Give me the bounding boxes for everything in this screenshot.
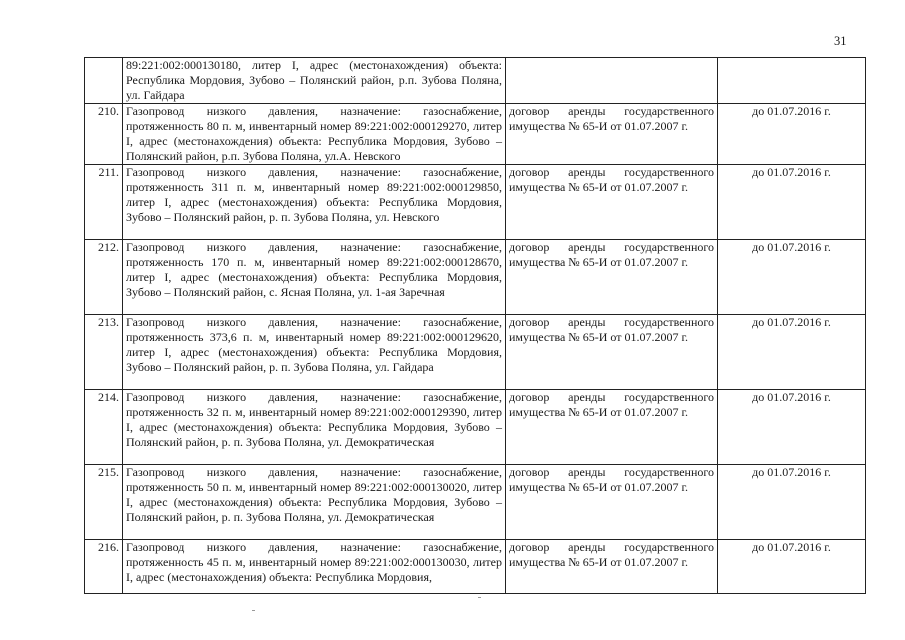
lease-term	[718, 58, 866, 104]
table-row	[85, 540, 866, 594]
object-description: Газопровод низкого давления, назначение: газоснабжение, протяженность 170 п. м, инвентарный номер 89:221:002:000128670, литер I, адрес (местонахождения) объекта: Республика Мордовия, Зубово – Полянский район, с. Ясная Поляна, ул. 1-ая Заречная	[123, 240, 506, 315]
row-number: 215.	[85, 465, 123, 540]
lease-document: договор аренды государственного имущества № 65-И от 01.07.2007 г.	[506, 390, 718, 465]
lease-term: до 01.07.2016 г.	[718, 465, 866, 540]
object-description: Газопровод низкого давления, назначение: газоснабжение, протяженность 311 п. м, инвентарный номер 89:221:002:000129850, литер I, адрес (местонахождения) объекта: Республика Мордовия, Зубово – Полянский район, р. п. Зубова Поляна, ул. Невского	[123, 165, 506, 240]
row-number: 211.	[85, 165, 123, 240]
lease-document: договор аренды государственного имущества № 65-И от 01.07.2007 г.	[506, 165, 718, 240]
lease-document: договор аренды государственного имущества № 65-И от 01.07.2007 г.	[506, 315, 718, 390]
property-registry-table	[84, 57, 866, 594]
row-number	[85, 58, 123, 104]
table-row	[85, 390, 866, 465]
row-number: 214.	[85, 390, 123, 465]
lease-term: до 01.07.2016 г.	[718, 104, 866, 165]
lease-document: договор аренды государственного имущества № 65-И от 01.07.2007 г.	[506, 465, 718, 540]
table-row	[85, 165, 866, 240]
table-row	[85, 104, 866, 165]
scan-speck	[252, 610, 255, 611]
row-number: 213.	[85, 315, 123, 390]
lease-document	[506, 58, 718, 104]
row-number: 212.	[85, 240, 123, 315]
object-description: Газопровод низкого давления, назначение: газоснабжение, протяженность 373,6 п. м, инвентарный номер 89:221:002:000129620, литер I, адрес (местонахождения) объекта: Республика Мордовия, Зубово – Полянский район, р. п. Зубова Поляна, ул. Гайдара	[123, 315, 506, 390]
object-description: Газопровод низкого давления, назначение: газоснабжение, протяженность 80 п. м, инвентарный номер 89:221:002:000129270, литер I, адрес (местонахождения) объекта: Республика Мордовия, Зубово – Полянский район, р.п. Зубова Поляна, ул.А. Невского	[123, 104, 506, 165]
lease-term: до 01.07.2016 г.	[718, 240, 866, 315]
lease-document: договор аренды государственного имущества № 65-И от 01.07.2007 г.	[506, 104, 718, 165]
lease-document: договор аренды государственного имущества № 65-И от 01.07.2007 г.	[506, 240, 718, 315]
lease-term: до 01.07.2016 г.	[718, 540, 866, 594]
table-row	[85, 58, 866, 104]
row-number: 216.	[85, 540, 123, 594]
object-description: Газопровод низкого давления, назначение: газоснабжение, протяженность 45 п. м, инвентарный номер 89:221:002:000130030, литер I, адрес (местонахождения) объекта: Республика Мордовия,	[123, 540, 506, 594]
lease-term: до 01.07.2016 г.	[718, 165, 866, 240]
object-description: Газопровод низкого давления, назначение: газоснабжение, протяженность 50 п. м, инвентарный номер 89:221:002:000130020, литер I, адрес (местонахождения) объекта: Республика Мордовия, Зубово – Полянский район, р. п. Зубова Поляна, ул. Демократическая	[123, 465, 506, 540]
lease-term: до 01.07.2016 г.	[718, 390, 866, 465]
lease-term: до 01.07.2016 г.	[718, 315, 866, 390]
table-row	[85, 315, 866, 390]
scan-speck	[478, 597, 481, 598]
object-description: 89:221:002:000130180, литер I, адрес (местонахождения) объекта: Республика Мордовия, Зубово – Полянский район, р.п. Зубова Поляна, ул. Гайдара	[123, 58, 506, 104]
row-number: 210.	[85, 104, 123, 165]
lease-document: договор аренды государственного имущества № 65-И от 01.07.2007 г.	[506, 540, 718, 594]
table-row	[85, 465, 866, 540]
page-number: 31	[834, 34, 847, 48]
table-row	[85, 240, 866, 315]
object-description: Газопровод низкого давления, назначение: газоснабжение, протяженность 32 п. м, инвентарный номер 89:221:002:000129390, литер I, адрес (местонахождения) объекта: Республика Мордовия, Зубово – Полянский район, р. п. Зубова Поляна, ул. Демократическая	[123, 390, 506, 465]
